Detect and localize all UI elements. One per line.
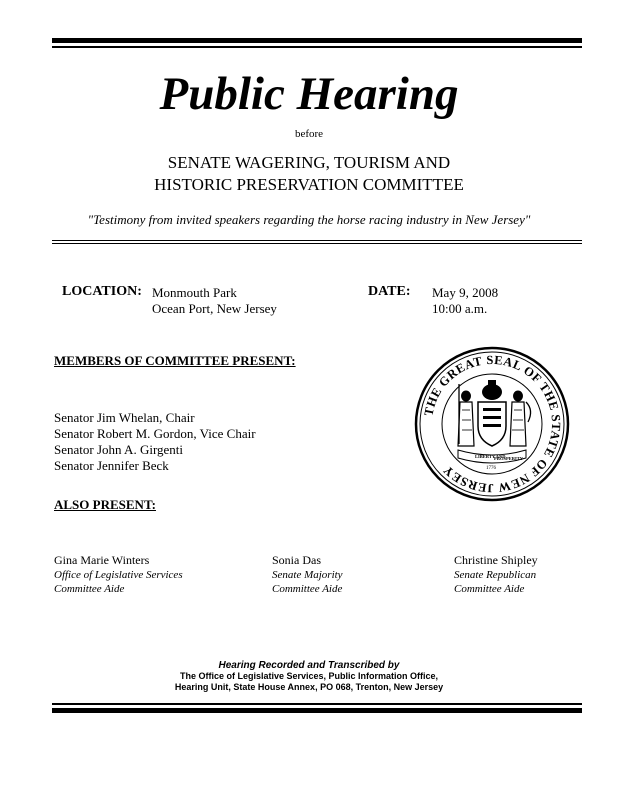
seal-ribbon-left: LIBERTY AND: [475, 454, 506, 459]
subject-rule-2: [52, 243, 582, 244]
footer-line-2: The Office of Legislative Services, Public Information Office,: [179, 671, 439, 681]
member-item: Senator Jennifer Beck: [54, 458, 169, 473]
committee-line-1: SENATE WAGERING, TOURISM AND: [167, 153, 451, 172]
seal-ring-text: THE GREAT SEAL OF THE STATE OF NEW JERSEY: [421, 352, 564, 496]
person-org: Office of Legislative Services: [54, 569, 183, 581]
location-line-2: Ocean Port, New Jersey: [152, 301, 277, 316]
location-label: LOCATION:: [62, 284, 142, 299]
person-org: Senate Majority: [272, 569, 343, 581]
date-value: [432, 285, 498, 317]
seal-year: 1776: [486, 466, 496, 471]
committee-name: [0, 152, 618, 196]
person-name: Christine Shipley: [454, 553, 538, 567]
top-rule-thin: [52, 46, 582, 48]
before-text: before: [294, 128, 324, 140]
location-value: [152, 285, 277, 317]
top-rule-thick: [52, 38, 582, 43]
bottom-rule-thick: [52, 708, 582, 713]
date-label: DATE:: [368, 284, 411, 299]
footer-line-1: Hearing Recorded and Transcribed by: [218, 660, 400, 671]
location-line-1: Monmouth Park: [152, 285, 237, 300]
also-present-person-1: [54, 553, 183, 596]
also-present-heading: ALSO PRESENT:: [54, 497, 156, 512]
member-item: Senator Jim Whelan, Chair: [54, 410, 195, 425]
person-name: Sonia Das: [272, 553, 321, 567]
date-line-2: 10:00 a.m.: [432, 301, 488, 316]
also-present-person-3: [454, 553, 538, 596]
date-line-1: May 9, 2008: [432, 285, 499, 300]
committee-line-2: HISTORIC PRESERVATION COMMITTEE: [154, 175, 464, 194]
member-item: Senator Robert M. Gordon, Vice Chair: [54, 426, 256, 441]
member-item: Senator John A. Girgenti: [54, 442, 184, 457]
person-org: Senate Republican: [454, 569, 537, 581]
transcription-credit: [0, 660, 618, 693]
hearing-subject: "Testimony from invited speakers regarding the horse racing industry in New Jersey": [87, 212, 531, 227]
nj-state-seal-icon: [412, 344, 572, 504]
footer-line-3: Hearing Unit, State House Annex, PO 068, Trenton, New Jersey: [174, 682, 444, 692]
document-title: Public Hearing: [159, 68, 459, 120]
also-present-person-2: [272, 553, 343, 596]
members-list: [54, 410, 256, 474]
person-name: Gina Marie Winters: [54, 553, 150, 567]
subject-rule-1: [52, 240, 582, 241]
bottom-rule-thin: [52, 703, 582, 705]
seal-ribbon-right: PROSPERITY: [494, 456, 524, 461]
person-role: Committee Aide: [272, 583, 343, 595]
members-heading: MEMBERS OF COMMITTEE PRESENT:: [54, 353, 296, 368]
person-role: Committee Aide: [54, 583, 125, 595]
person-role: Committee Aide: [454, 583, 525, 595]
